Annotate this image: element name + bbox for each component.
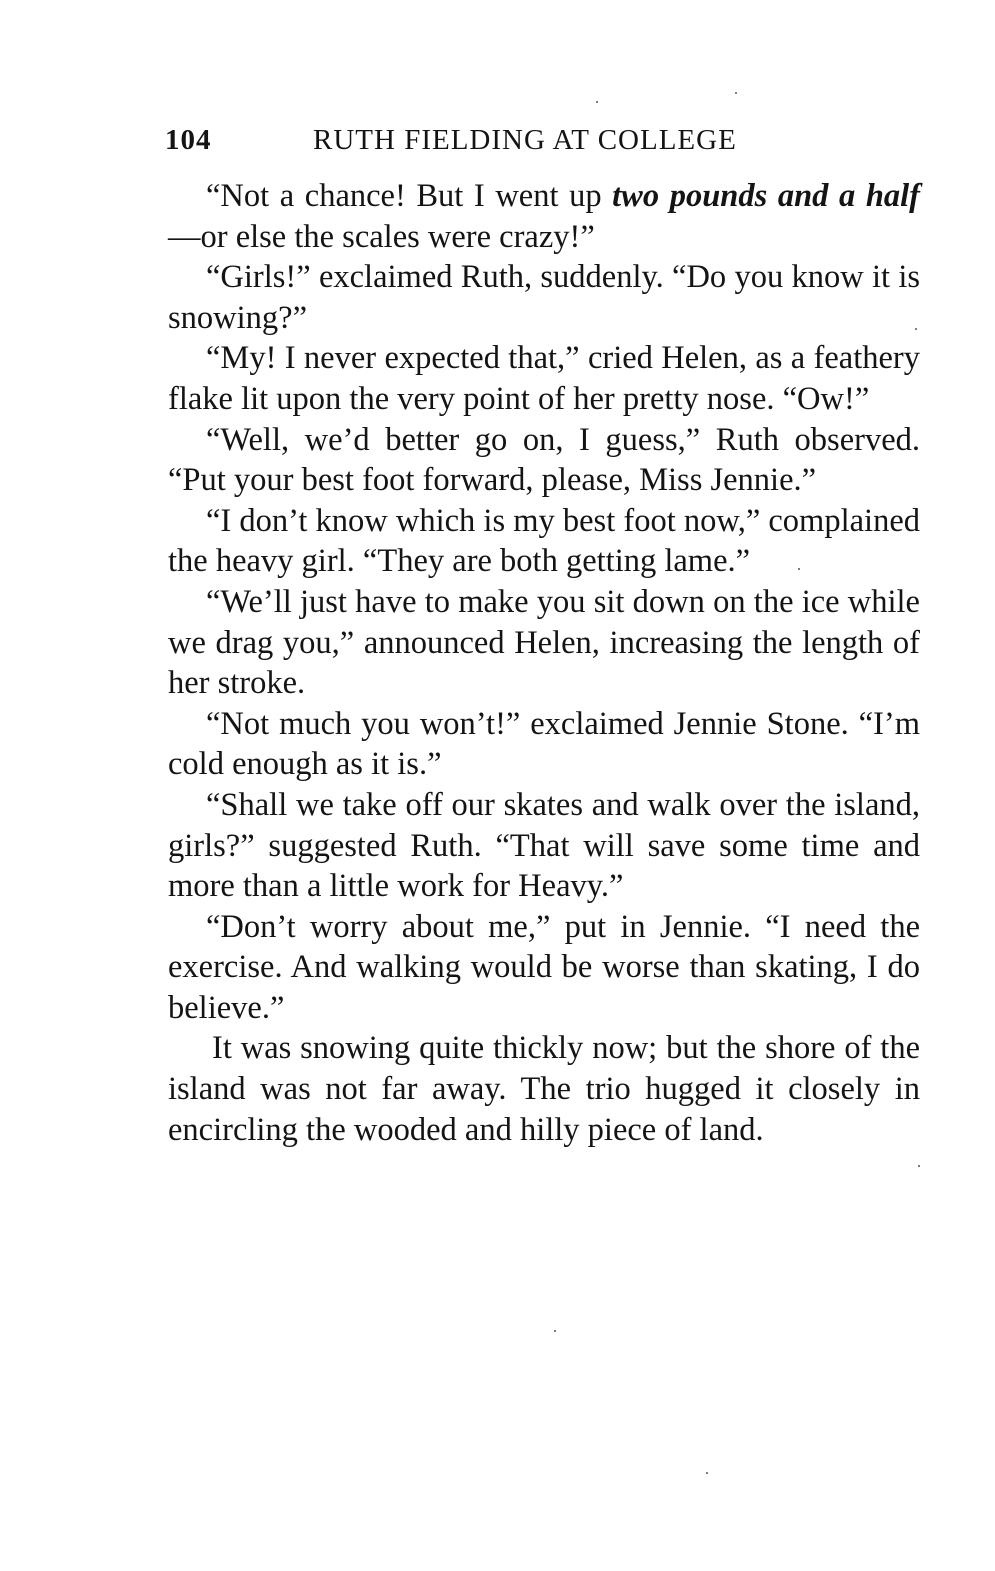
paragraph-1-after: —or else the scales were crazy!” bbox=[168, 218, 595, 255]
page-header bbox=[165, 118, 920, 162]
print-speck bbox=[706, 1472, 708, 1474]
paragraph-1 bbox=[168, 176, 920, 257]
print-speck bbox=[918, 1165, 920, 1167]
paragraph-3: “My! I never expected that,” cried Helen, as a feathery flake lit upon the very point of her pretty nose. “Ow!” bbox=[168, 340, 920, 417]
paragraph-10: It was snowing quite thickly now; but the shore of the island was not far away. The trio hugged it closely in encircling the wooded and hilly piece of land. bbox=[168, 1030, 920, 1148]
running-title: RUTH FIELDING AT COLLEGE bbox=[313, 124, 737, 156]
paragraph-8: “Shall we take off our skates and walk over the island, girls?” suggested Ruth. “That will save some time and more than a little work for Heavy.” bbox=[168, 786, 920, 905]
paragraph-7: “Not much you won’t!” exclaimed Jennie Stone. “I’m cold enough as it is.” bbox=[168, 705, 920, 783]
page-number: 104 bbox=[165, 124, 212, 156]
paragraph-5: “I don’t know which is my best foot now,” complained the heavy girl. “They are both getting lame.” bbox=[168, 502, 920, 580]
paragraph-1-before: “Not a chance! But I went up bbox=[206, 178, 613, 214]
paragraph-1-emphasis: two pounds and a half bbox=[612, 178, 920, 214]
print-speck bbox=[554, 1330, 556, 1332]
paragraph-6: “We’ll just have to make you sit down on the ice while we drag you,” announced Helen, increasing the length of her stroke. bbox=[168, 583, 920, 702]
paragraph-9: “Don’t worry about me,” put in Jennie. “I need the exercise. And walking would be worse than skating, I do believe.” bbox=[168, 908, 920, 1026]
paragraph-4: “Well, we’d better go on, I guess,” Ruth observed. “Put your best foot forward, please, Miss Jennie.” bbox=[168, 421, 920, 499]
print-speck bbox=[735, 92, 737, 94]
print-speck bbox=[798, 568, 800, 570]
paragraph-2: “Girls!” exclaimed Ruth, suddenly. “Do you know it is snowing?” bbox=[168, 259, 920, 336]
print-speck bbox=[915, 328, 917, 330]
print-speck bbox=[596, 101, 598, 103]
body-text bbox=[168, 176, 920, 1150]
